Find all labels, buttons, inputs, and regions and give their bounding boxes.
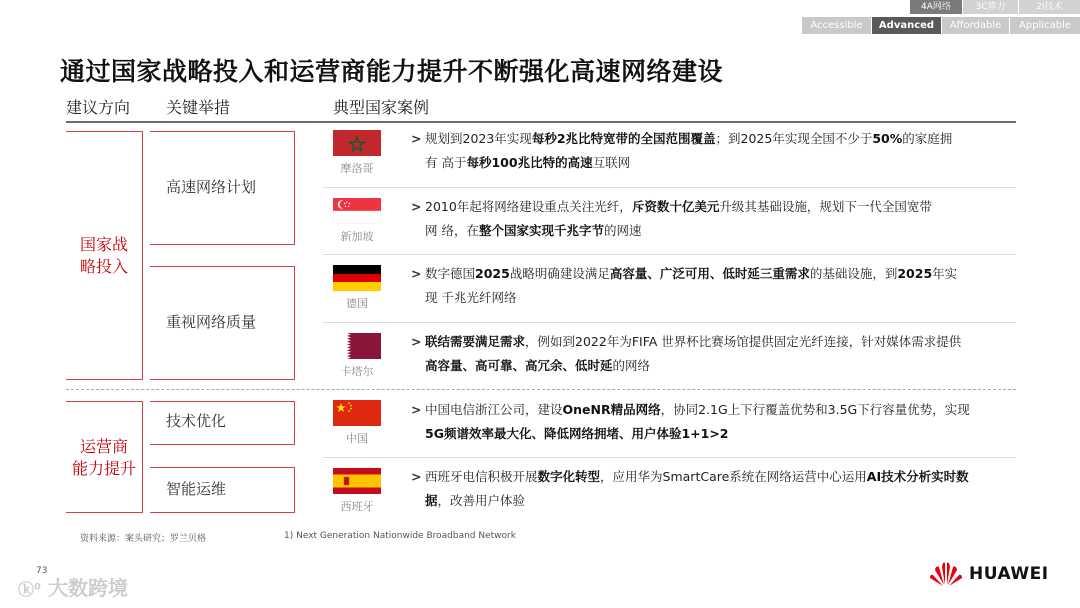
china-flag-icon [333,400,381,426]
case-morocco [411,127,1011,175]
case-text-segment: 的基础设施，到 [809,266,898,281]
case-text-segment: 2010年起将网络建设重点关注光纤， [425,199,632,214]
source-footnote: 资料来源：案头研究；罗兰贝格 [80,534,207,544]
chevron-right-icon: > [411,334,422,349]
case-text-segment: 据 [425,493,438,508]
page-number: 73 [36,566,48,576]
tab-applicable[interactable]: Applicable [1010,17,1080,34]
case-text-segment: ，改善用户体验 [437,493,526,508]
case-text-segment: 整个国家实现千兆字节 [478,223,604,238]
tab-2i-tech[interactable]: 2I技术 [1019,0,1080,14]
case-text-segment: 的家庭拥 [902,131,953,146]
case-text-segment: 数字化转型 [537,469,601,484]
case-text-segment: 战略明确建设满足 [509,266,610,281]
case-text-segment: 数字德国 [425,266,476,281]
country-label: 德国 [346,297,368,310]
case-text-segment: 2025 [475,266,510,281]
case-text-segment: 互联网 [592,155,631,170]
tab-advanced[interactable]: Advanced [872,17,942,34]
watermark-logo-icon: ⓚ⁰ [18,580,42,599]
header-measures: 关键举措 [166,98,231,117]
country-label: 中国 [346,432,368,445]
huawei-logo-icon [928,559,964,591]
case-text-segment: ；到2025年实现全国不少于 [715,131,873,146]
tab-3c-compute[interactable]: 3C算力 [963,0,1018,14]
singapore-flag-icon [333,198,381,224]
case-text-segment: 每秒2兆比特宽带的全国范围覆盖 [531,131,716,146]
footnote-1: 1) Next Generation Nationwide Broadband Network [284,531,516,541]
case-text-segment: 2025 [897,266,933,281]
case-text-segment: 升级其基础设施，规划下一代全国宽带 [719,199,932,214]
country-label: 摩洛哥 [340,162,374,175]
header-divider [66,121,1016,123]
chevron-right-icon: > [411,402,422,417]
case-china [411,398,1011,446]
case-text-segment: 的网速 [604,223,642,238]
case-text-segment: 网 络，在 [425,223,479,238]
page-title: 通过国家战略投入和运营商能力提升不断强化高速网络建设 [60,57,724,86]
country-label: 卡塔尔 [340,365,374,378]
germany-flag-icon [333,265,381,291]
measure-network-quality: 重视网络质量 [166,313,257,331]
row-divider [323,457,1016,458]
category-national-strategy: 国家战 略投入 [79,235,128,276]
huawei-brand: HUAWEI [969,564,1049,584]
tab-accessible[interactable]: Accessible [802,17,872,34]
case-text-segment: 年实 [932,266,958,281]
case-text-segment: ，例如到2022年为FIFA 世界杯比赛场馆提供固定光纤连接，针对媒体需求提供 [525,334,962,349]
case-text-segment: 高容量、广泛可用、低时延三重需求 [609,266,810,281]
tab-4a-network[interactable]: 4A网络 [910,0,962,14]
header-direction: 建议方向 [66,98,131,117]
case-text-segment: 西班牙电信积极开展 [425,469,538,484]
qatar-flag-icon [333,333,381,359]
case-text-segment: 50% [872,131,903,146]
case-text-segment: 5G频谱效率最大化、降低网络拥堵、用户体验1+1>2 [425,426,729,441]
chevron-right-icon: > [411,199,422,214]
case-text-segment: 现 千兆光纤网络 [425,290,517,305]
category-operator-capability: 运营商 能力提升 [71,437,136,478]
watermark: ⓚ⁰ 大数跨境 [18,576,128,600]
case-text-segment: 的网络 [612,358,651,373]
chevron-right-icon: > [411,469,422,484]
section-divider [66,389,1016,390]
case-spain [411,465,1011,513]
chevron-right-icon: > [411,266,422,281]
case-text-segment: AI技术分析实时数 [866,469,969,484]
case-singapore [411,195,1011,243]
measure-high-speed-plan: 高速网络计划 [166,178,257,196]
case-text-segment: ，应用华为SmartCare系统在网络运营中心运用 [600,469,867,484]
case-text-segment: 有 高于 [425,155,467,170]
case-text-segment: 规划到2023年实现 [425,131,532,146]
chevron-right-icon: > [411,131,422,146]
country-label: 新加坡 [340,230,374,243]
country-label: 西班牙 [340,500,374,513]
case-text-segment: 斥资数十亿美元 [631,199,720,214]
measure-smart-ops: 智能运维 [166,480,227,498]
case-text-segment: OneNR精品网络 [562,402,661,417]
case-text-segment: 每秒100兆比特的高速 [466,155,593,170]
case-text-segment: ，协同2.1G上下行覆盖优势和3.5G下行容量优势，实现 [660,402,970,417]
case-text-segment: 高容量、高可靠、高冗余、低时延 [425,358,613,373]
measure-tech-optimization: 技术优化 [166,412,227,430]
case-germany [411,262,1011,310]
case-qatar [411,330,1011,378]
row-divider [323,254,1016,255]
morocco-flag-icon [333,130,381,156]
spain-flag-icon [333,468,381,494]
case-text-segment: 联结需要满足需求 [425,334,526,349]
case-text-segment: 中国电信浙江公司，建设 [425,402,563,417]
header-cases: 典型国家案例 [333,98,430,117]
row-divider [323,187,1016,188]
tab-affordable[interactable]: Affordable [942,17,1010,34]
row-divider [323,322,1016,323]
